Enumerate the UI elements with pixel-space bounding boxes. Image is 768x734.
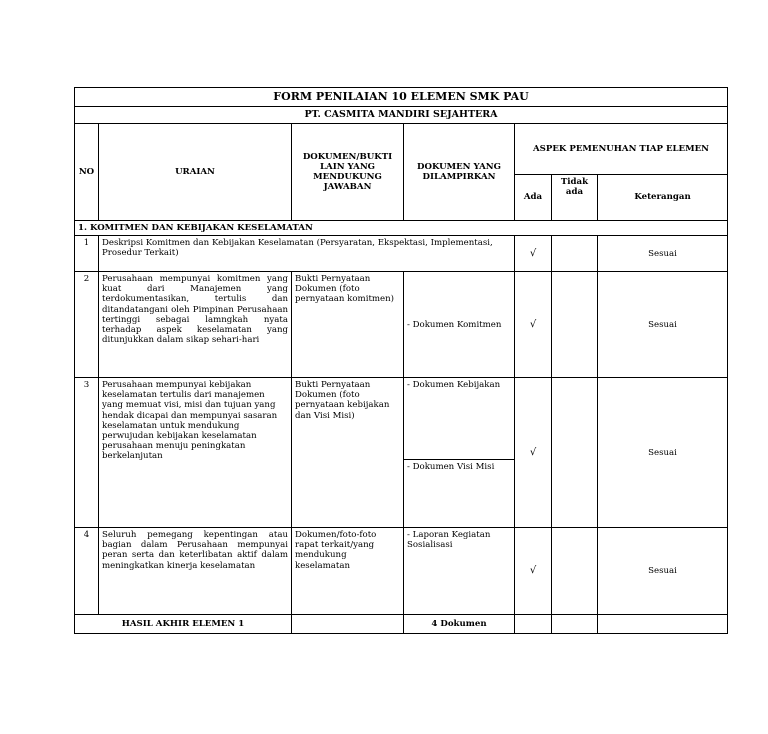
check-tidak-ada [552, 378, 598, 528]
row-number: 3 [75, 378, 99, 528]
summary-tidak-ada [552, 615, 598, 634]
summary-ada [515, 615, 552, 634]
check-ada: √ [515, 528, 552, 615]
row-keterangan: Sesuai [598, 236, 728, 272]
header-aspek: ASPEK PEMENUHAN TIAP ELEMEN [515, 124, 728, 175]
section-title: 1. KOMITMEN DAN KEBIJAKAN KESELAMATAN [75, 221, 728, 236]
check-ada: √ [515, 236, 552, 272]
row-bukti: Bukti Pernyataan Dokumen (foto pernyataan kebijakan dan Visi Misi) [292, 378, 404, 528]
header-ada: Ada [515, 175, 552, 221]
row-dilampirkan: - Laporan Kegiatan Sosialisasi [404, 528, 515, 615]
summary-total: 4 Dokumen [404, 615, 515, 634]
check-ada: √ [515, 272, 552, 378]
summary-row [75, 615, 728, 634]
attachment-kebijakan: - Dokumen Kebijakan [404, 378, 514, 460]
table-row [75, 272, 728, 378]
row-number: 4 [75, 528, 99, 615]
row-bukti: Bukti Pernyataan Dokumen (foto pernyataan komitmen) [292, 272, 404, 378]
row-number: 2 [75, 272, 99, 378]
row-keterangan: Sesuai [598, 272, 728, 378]
form-title: FORM PENILAIAN 10 ELEMEN SMK PAU [75, 88, 728, 107]
summary-keterangan [598, 615, 728, 634]
check-tidak-ada [552, 236, 598, 272]
header-uraian: URAIAN [99, 124, 292, 221]
header-keterangan: Keterangan [598, 175, 728, 221]
company-name: PT. CASMITA MANDIRI SEJAHTERA [75, 107, 728, 124]
row-dilampirkan [404, 378, 515, 528]
row-bukti: Dokumen/foto-foto rapat terkait/yang mendukung keselamatan [292, 528, 404, 615]
header-no: NO [75, 124, 99, 221]
summary-bukti [292, 615, 404, 634]
table-row [75, 378, 728, 528]
header-tidak-ada: Tidak ada [552, 175, 598, 221]
row-uraian: Perusahaan mempunyai kebijakan keselamatan tertulis dari manajemen yang memuat visi, misi dan tujuan yang hendak dicapai dan mempunyai sasaran keselamatan untuk mendukung perwujudan kebijakan keselamatan perusahaan menuju peningkatan berkelanjutan [99, 378, 292, 528]
table-row [75, 528, 728, 615]
row-keterangan: Sesuai [598, 378, 728, 528]
header-dokumen-bukti: DOKUMEN/BUKTI LAIN YANG MENDUKUNG JAWABAN [292, 124, 404, 221]
row-dilampirkan: - Dokumen Komitmen [404, 272, 515, 378]
row-uraian: Seluruh pemegang kepentingan atau bagian dalam Perusahaan mempunyai peran serta dan keterlibatan aktif dalam meningkatkan kinerja keselamatan [99, 528, 292, 615]
attachment-visi-misi: - Dokumen Visi Misi [407, 462, 495, 473]
row-uraian: Perusahaan mempunyai komitmen yang kuat dari Manajemen yang terdokumentasikan, tertulis dan ditandatangani oleh Pimpinan Perusahaan tertinggi sebagai lamngkah nyata terhadap aspek keselamatan yang ditunjukkan dalam sikap sehari-hari [99, 272, 292, 378]
check-tidak-ada [552, 272, 598, 378]
summary-label: HASIL AKHIR ELEMEN 1 [75, 615, 292, 634]
assessment-table [74, 87, 728, 634]
table-row [75, 236, 728, 272]
row-keterangan: Sesuai [598, 528, 728, 615]
check-ada: √ [515, 378, 552, 528]
row-number: 1 [75, 236, 99, 272]
row-uraian: Deskripsi Komitmen dan Kebijakan Keselamatan (Persyaratan, Ekspektasi, Implementasi, Prosedur Terkait) [99, 236, 515, 272]
check-tidak-ada [552, 528, 598, 615]
header-dokumen-dilampirkan: DOKUMEN YANG DILAMPIRKAN [404, 124, 515, 221]
